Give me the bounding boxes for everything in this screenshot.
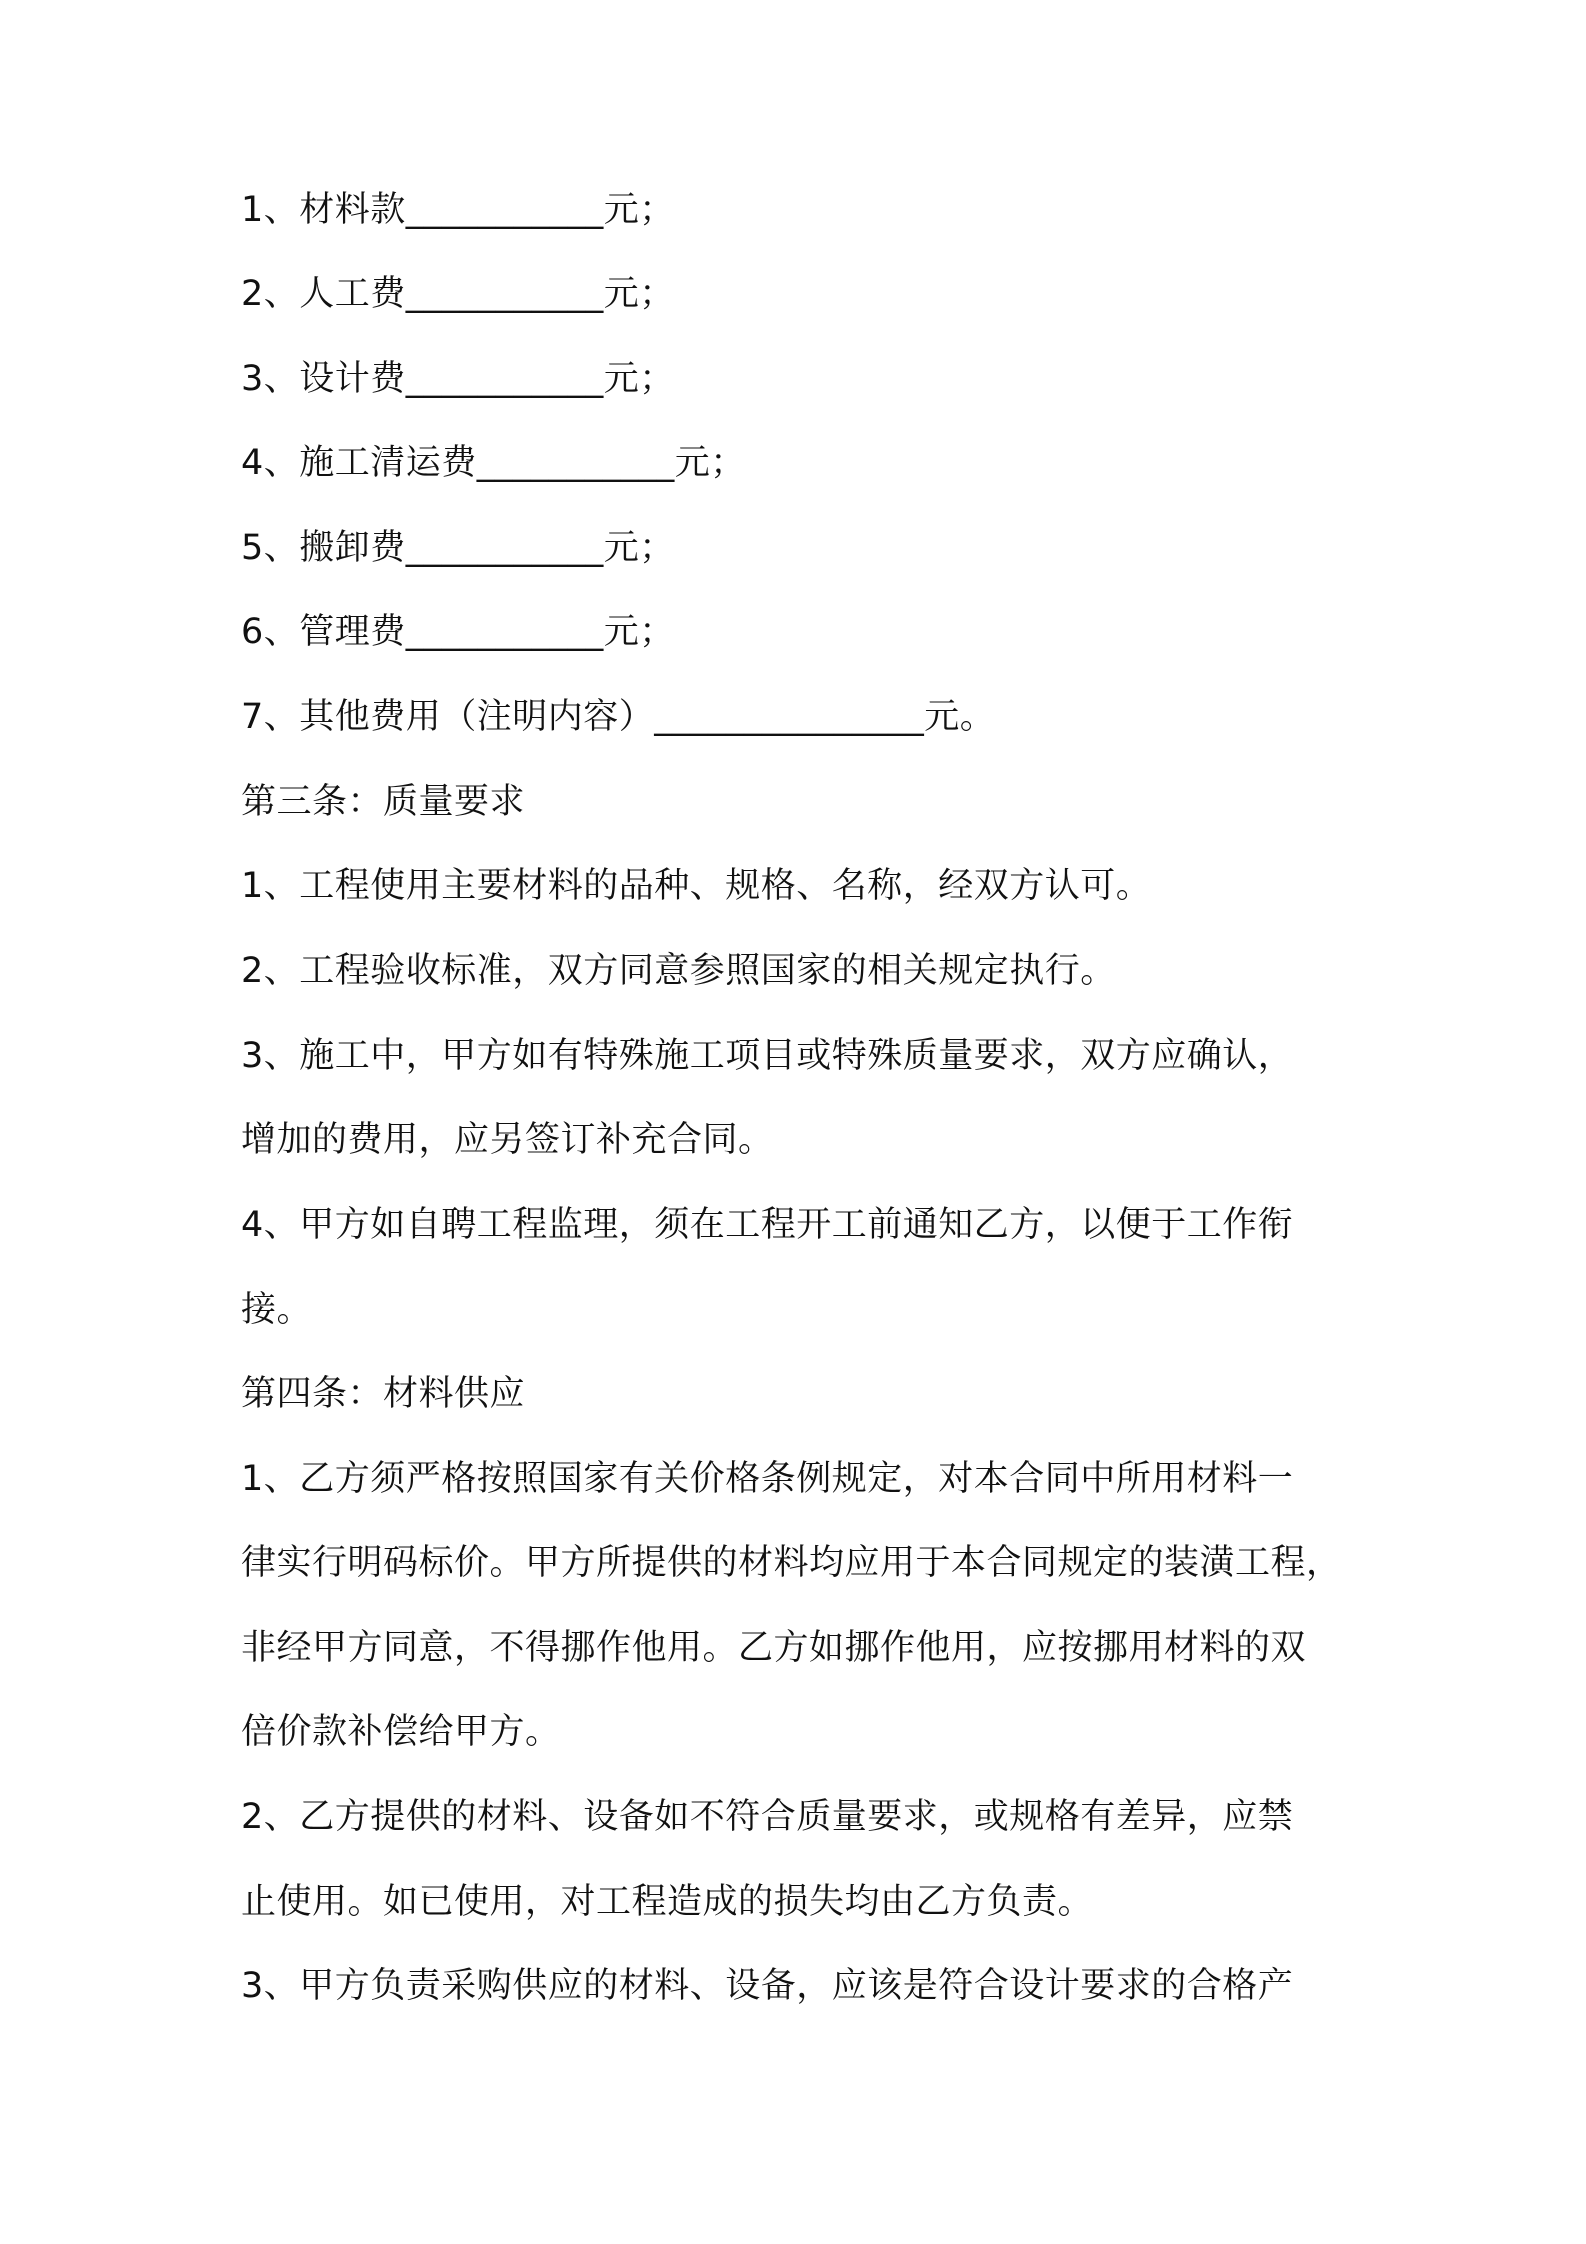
materials-clause-2-line-1: 2、乙方提供的材料、设备如不符合质量要求，或规格有差异，应禁 bbox=[241, 1797, 1294, 1837]
fee-item-design: 3、设计费___________元； bbox=[241, 359, 675, 399]
fee-item-materials: 1、材料款___________元； bbox=[241, 190, 675, 230]
materials-clause-1-line-2: 律实行明码标价。甲方所提供的材料均应用于本合同规定的装潢工程， bbox=[241, 1543, 1342, 1583]
quality-clause-3-line-1: 3、施工中，甲方如有特殊施工项目或特殊质量要求，双方应确认， bbox=[241, 1036, 1294, 1076]
fee-item-management: 6、管理费___________元； bbox=[241, 612, 675, 652]
quality-clause-2: 2、工程验收标准，双方同意参照国家的相关规定执行。 bbox=[241, 951, 1116, 991]
materials-clause-2-line-2: 止使用。如已使用，对工程造成的损失均由乙方负责。 bbox=[241, 1882, 1094, 1922]
quality-clause-1: 1、工程使用主要材料的品种、规格、名称，经双方认可。 bbox=[241, 866, 1152, 906]
fee-item-handling: 5、搬卸费___________元； bbox=[241, 528, 675, 568]
fee-item-other: 7、其他费用（注明内容）_______________元。 bbox=[241, 697, 996, 737]
materials-clause-1-line-3: 非经甲方同意，不得挪作他用。乙方如挪作他用，应按挪用材料的双 bbox=[241, 1628, 1307, 1668]
fee-item-cleanup: 4、施工清运费___________元； bbox=[241, 443, 746, 483]
quality-clause-3-line-2: 增加的费用，应另签订补充合同。 bbox=[241, 1120, 774, 1160]
quality-clause-4-line-1: 4、甲方如自聘工程监理，须在工程开工前通知乙方，以便于工作衔 bbox=[241, 1205, 1294, 1245]
materials-clause-3-line-1: 3、甲方负责采购供应的材料、设备，应该是符合设计要求的合格产 bbox=[241, 1966, 1294, 2006]
section-heading-materials: 第四条：材料供应 bbox=[241, 1374, 526, 1414]
fee-item-labor: 2、人工费___________元； bbox=[241, 274, 675, 314]
quality-clause-4-line-2: 接。 bbox=[241, 1290, 313, 1330]
section-heading-quality: 第三条：质量要求 bbox=[241, 782, 526, 822]
materials-clause-1-line-4: 倍价款补偿给甲方。 bbox=[241, 1712, 561, 1752]
materials-clause-1-line-1: 1、乙方须严格按照国家有关价格条例规定，对本合同中所用材料一 bbox=[241, 1459, 1294, 1499]
